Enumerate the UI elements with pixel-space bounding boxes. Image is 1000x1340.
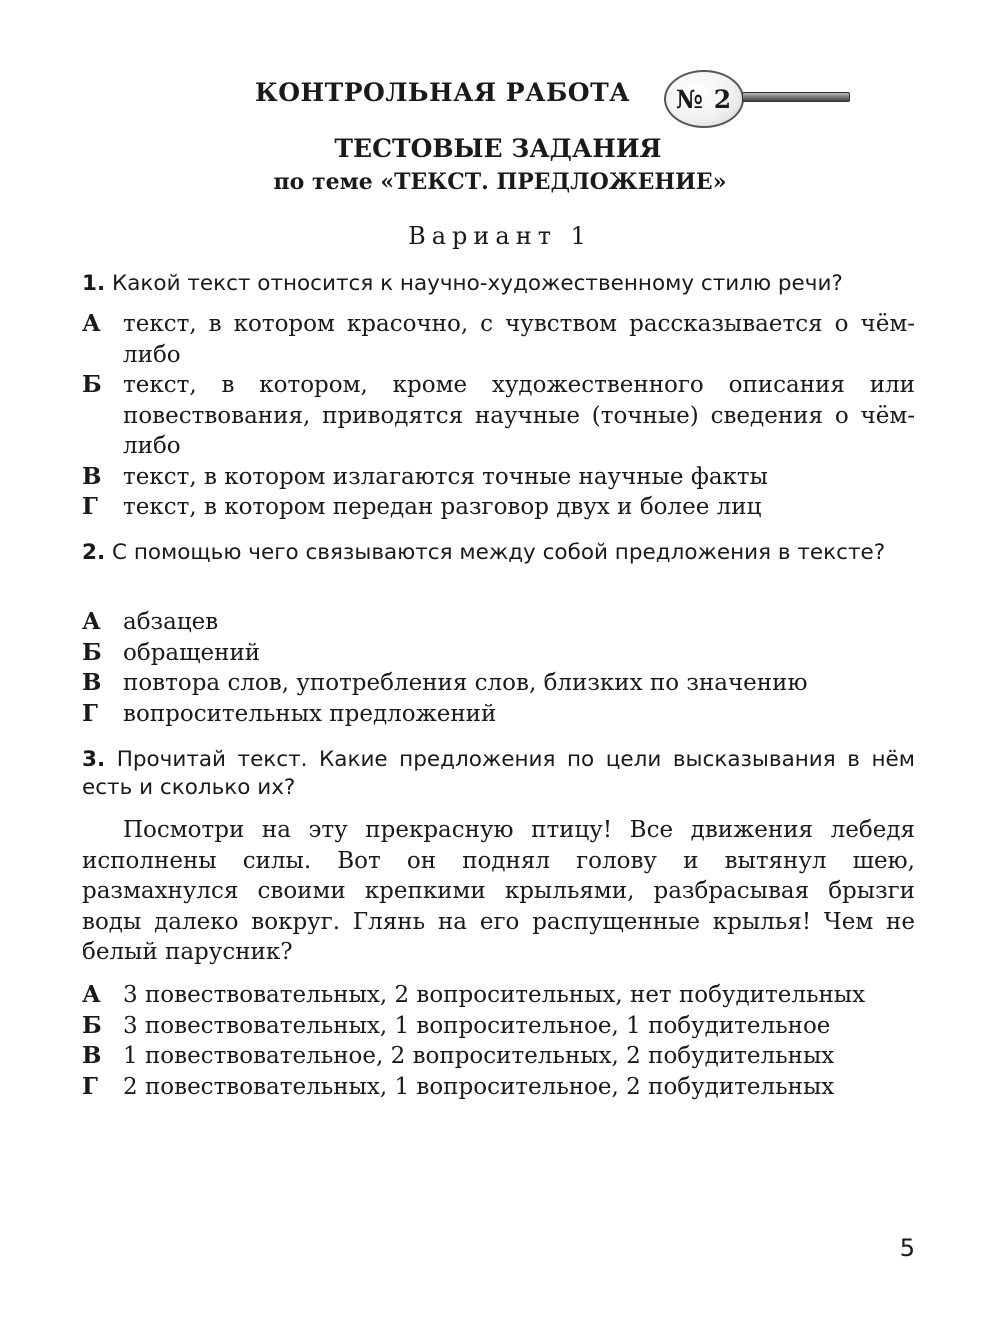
option-d: [82, 699, 915, 730]
question-3-options: [82, 980, 915, 1102]
option-d: [82, 1072, 915, 1103]
header: [0, 70, 1000, 130]
reading-passage: Посмотри на эту прекрасную птицу! Все движения лебедя исполнены силы. Вот он поднял голову и вытянул шею, размахнулся своими крепкими крыльями, разбрасывая брызги воды далеко вокруг. Глянь на его распущенные крылья! Чем не белый парусник?: [82, 817, 915, 965]
option-d: [82, 492, 915, 523]
option-b: [82, 638, 915, 669]
option-letter: В: [82, 669, 102, 696]
work-title: КОНТРОЛЬНАЯ РАБОТА: [255, 78, 631, 107]
magnifier-icon: [664, 70, 744, 128]
option-text: 2 повествовательных, 1 вопросительное, 2 побудительных: [123, 1073, 835, 1100]
question-2-options: [82, 607, 915, 729]
test-title-text: ТЕСТОВЫЕ ЗАДАНИЯ: [334, 134, 662, 163]
option-text: обращений: [123, 639, 261, 666]
option-text: 3 повествовательных, 2 вопросительных, нет побудительных: [123, 982, 866, 1008]
option-text: текст, в котором передан разговор двух и более лиц: [123, 494, 762, 520]
question-number: 3.: [82, 747, 106, 772]
option-letter: А: [82, 608, 101, 635]
option-text: повтора слов, употребления слов, близких по значению: [123, 670, 808, 696]
option-text: вопросительных предложений: [123, 700, 497, 727]
question-number: 1.: [82, 271, 106, 296]
option-letter: А: [82, 981, 101, 1008]
option-c: [82, 668, 915, 699]
option-text: абзацев: [123, 609, 219, 635]
option-a: [82, 309, 915, 370]
option-text: 1 повествовательное, 2 вопросительных, 2 побудительных: [123, 1043, 835, 1069]
option-text: текст, в котором, кроме художественного описания или повествования, приводятся научные (точные) сведения о чём-либо: [123, 372, 915, 459]
option-letter: Г: [82, 1072, 98, 1100]
question-2: [82, 539, 915, 567]
option-letter: Г: [82, 699, 98, 727]
question-3: [82, 746, 915, 802]
question-text: Какой текст относится к научно-художественному стилю речи?: [111, 271, 843, 296]
option-letter: Б: [82, 1011, 102, 1039]
question-1-options: [82, 309, 915, 523]
question-text: С помощью чего связываются между собой предложения в тексте?: [111, 540, 886, 565]
option-c: [82, 1041, 915, 1072]
option-c: [82, 462, 915, 493]
test-title: [0, 134, 1000, 163]
option-a: [82, 607, 915, 638]
option-letter: А: [82, 310, 101, 337]
option-a: [82, 980, 915, 1011]
magnifier-handle: [742, 92, 850, 102]
option-letter: Б: [82, 371, 102, 398]
option-letter: Г: [82, 493, 98, 520]
option-b: [82, 1011, 915, 1042]
option-b: [82, 370, 915, 462]
variant-label: Вариант 1: [408, 222, 592, 250]
option-letter: В: [82, 462, 102, 490]
option-text: текст, в котором красочно, с чувством рассказывается о чём-либо: [123, 311, 915, 368]
option-text: 3 повествовательных, 1 вопросительное, 1 побудительное: [123, 1012, 831, 1039]
option-letter: В: [82, 1042, 102, 1069]
option-letter: Б: [82, 638, 102, 666]
test-topic: по теме «ТЕКСТ. ПРЕДЛОЖЕНИЕ»: [273, 169, 727, 195]
option-text: текст, в котором излагаются точные научные факты: [123, 463, 768, 490]
work-number: № 2: [675, 84, 733, 114]
question-number: 2.: [82, 540, 106, 565]
question-1: [82, 270, 915, 298]
page-number: 5: [899, 1234, 915, 1262]
question-text: Прочитай текст. Какие предложения по цели высказывания в нём есть и сколько их?: [82, 747, 915, 800]
